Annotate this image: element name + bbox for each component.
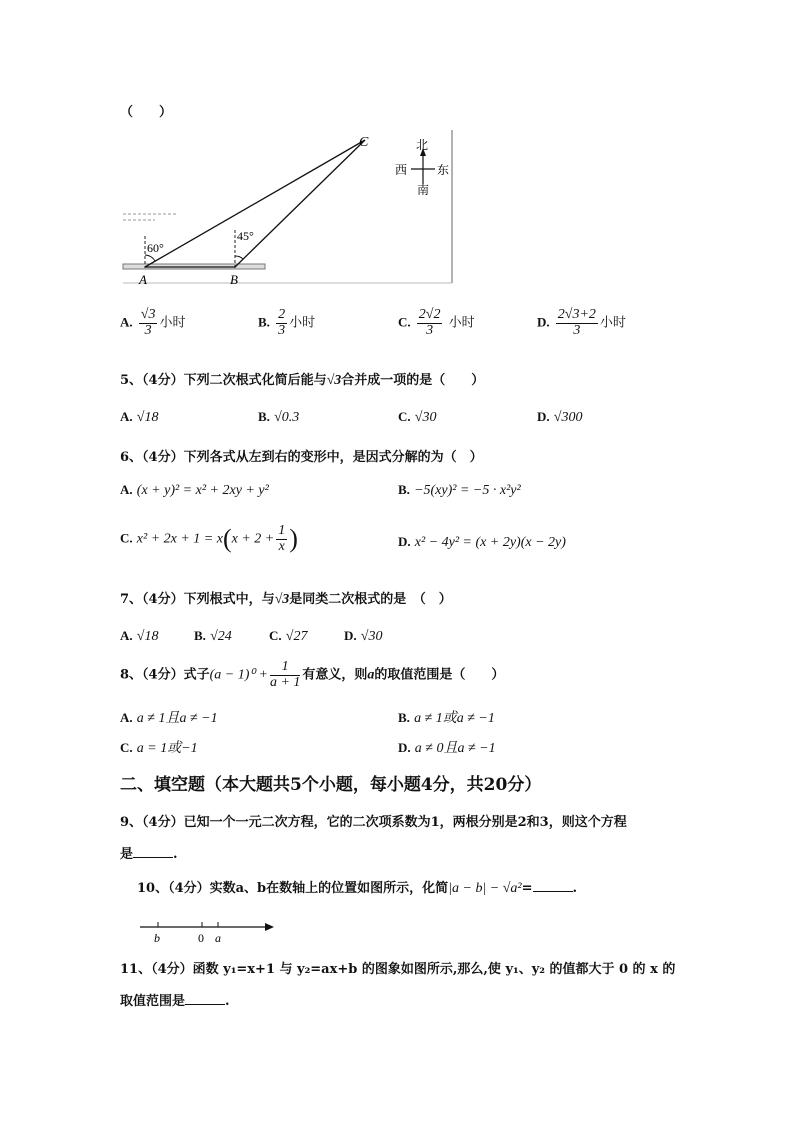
q5-option-c[interactable]: C. √30 [398, 409, 437, 425]
triangle-figure [115, 128, 465, 288]
compass-east: 东 [437, 163, 450, 177]
label-angle-a: 60° [147, 241, 164, 255]
label-a: A [139, 272, 147, 287]
q5-option-a[interactable]: A. √18 [120, 409, 159, 425]
q7-option-b[interactable]: B. √24 [194, 628, 232, 644]
q8-option-d[interactable]: D. a ≠ 0且a ≠ −1 [398, 740, 496, 756]
q5-option-b[interactable]: B. √0.3 [258, 409, 300, 425]
label-angle-b: 45° [237, 229, 254, 243]
q9-stem-line1: 9、（4分）已知一个一元二次方程，它的二次项系数为1，两根分别是2和3，则这个方程 [120, 815, 627, 830]
number-line [138, 918, 278, 946]
axis-arrow-icon [265, 923, 274, 931]
q8-option-c[interactable]: C. a = 1或−1 [120, 740, 198, 756]
q4-option-a[interactable]: A. $\frac{√3}{3}$ 小时 [120, 307, 186, 338]
q6-option-b[interactable]: B. −5(xy)² = −5 · x²y² [398, 482, 521, 498]
q9-answer-blank[interactable] [133, 845, 173, 858]
q11-stem-line1: 11、（4分）函数 y₁=x+1 与 y₂=ax+b 的图象如图所示,那么,使 y₁、y₂ 的值都大于 0 的 x 的 [120, 962, 676, 977]
q7-option-a[interactable]: A. √18 [120, 628, 159, 644]
label-b: b [154, 931, 160, 945]
angle-arc-b [235, 256, 243, 259]
angle-arc-a [145, 255, 155, 261]
q9-stem-line2: 是 . [120, 847, 178, 862]
q5-option-d[interactable]: D. √300 [537, 409, 583, 425]
q11-stem-line2: 取值范围是 . [120, 994, 230, 1009]
q10-stem: 10、（4分）实数a、b在数轴上的位置如图所示，化简|a − b| − √a²= . [137, 881, 578, 896]
answer-paren: （ ） [120, 105, 173, 120]
q7-option-c[interactable]: C. √27 [269, 628, 308, 644]
q6-option-d[interactable]: D. x² − 4y² = (x + 2y)(x − 2y) [398, 534, 566, 550]
compass-south: 南 [417, 183, 430, 197]
label-c: C [359, 135, 369, 150]
q6-stem: 6、（4分）下列各式从左到右的变形中，是因式分解的为（ ） [120, 450, 483, 465]
q7-option-d[interactable]: D. √30 [344, 628, 383, 644]
q8-stem: 8、（4分）式子(a − 1)⁰ + $\frac{1}{a + 1}$ 有意义，则a的取值范围是（ ） [120, 659, 505, 690]
q4-option-d[interactable]: D. $\frac{2√3+2}{3}$ 小时 [537, 307, 626, 338]
q8-option-b[interactable]: B. a ≠ 1或a ≠ −1 [398, 710, 495, 726]
q5-stem: 5、（4分）下列二次根式化简后能与√3合并成一项的是（ ） [120, 373, 485, 388]
q10-answer-blank[interactable] [533, 879, 573, 892]
section-title: 二、填空题（本大题共5个小题，每小题4分，共20分） [120, 775, 542, 795]
compass-icon [395, 138, 449, 197]
q4-option-c[interactable]: C. $\frac{2√2}{3}$ 小时 [398, 307, 475, 338]
q6-option-a[interactable]: A. (x + y)² = x² + 2xy + y² [120, 482, 269, 498]
q8-option-a[interactable]: A. a ≠ 1且a ≠ −1 [120, 710, 218, 726]
label-a: a [215, 931, 221, 945]
label-zero: 0 [198, 931, 204, 945]
q11-answer-blank[interactable] [185, 992, 225, 1005]
compass-north: 北 [416, 138, 429, 152]
q7-stem: 7、（4分）下列根式中，与√3是同类二次根式的是 （ ） [120, 592, 452, 607]
label-b: B [230, 272, 238, 287]
q6-option-c[interactable]: C. x² + 2x + 1 = x(x + 2 + $\frac{1}{x}$ ) [120, 523, 298, 554]
q4-option-b[interactable]: B. $\frac{2}{3}$ 小时 [258, 307, 316, 338]
compass-west: 西 [395, 163, 408, 177]
